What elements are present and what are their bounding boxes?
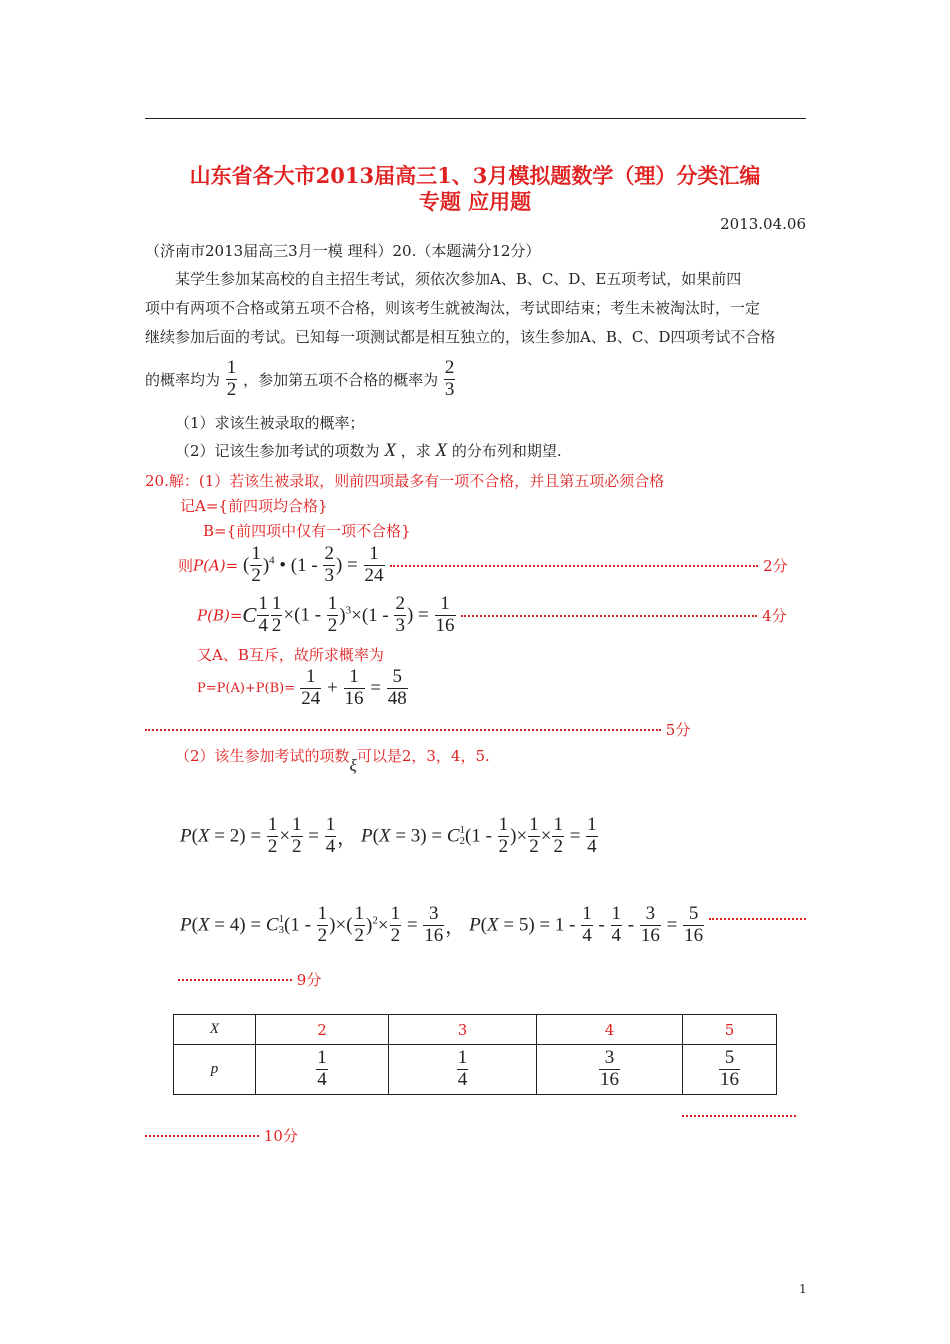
question-2: （2）记该生参加考试的项数为 X ，求 X 的分布列和期望.	[175, 440, 562, 461]
dotted-leader-10a	[682, 1105, 796, 1124]
problem-line-2: 项中有两项不合格或第五项不合格，则该考生就被淘汰，考试即结束；考生未被淘汰时，一定	[145, 299, 761, 317]
score-2: 2分	[763, 556, 788, 575]
part-2-intro: （2）该生参加考试的项数ξ可以是2，3，4，5.	[175, 747, 490, 775]
problem-source: （济南市2013届高三3月一模 理科）20.（本题满分12分）	[145, 242, 541, 260]
fraction-one-half: $\frac{1}{2}$	[226, 357, 237, 400]
document-date: 2013.04.06	[720, 215, 806, 233]
formula-x4-x5: P(X = 4) = C 1 3 (1 - $\frac{1}{2}$ )×( $\frac{1}{2}$ )$^2$× $\frac{1}{2}$ = $\frac{3}{16}$ ， P(X = 5) = 1 - $\frac{1}{4}$ - $\frac{1}{4}$ - $\frac{3}{16}$ = $\frac{5}{16}$	[180, 903, 704, 946]
exclusive-note: 又A、B互斥，故所求概率为	[197, 646, 384, 664]
score-9-line	[178, 969, 321, 990]
question-1: （1）求该生被录取的概率；	[175, 414, 365, 432]
table-cell: $\frac{3}{16}$	[537, 1045, 683, 1095]
formula-pb: P(B)=C $\frac{1}{4}$ $\frac{1}{2}$ ×(1 - $\frac{1}{2}$ )$^3$×(1 - $\frac{2}{3}$ ) = $\frac{1}{16}$ 4分	[197, 593, 787, 636]
definition-b: B={前四项中仅有一项不合格}	[203, 522, 411, 540]
score-5-line	[145, 719, 690, 740]
formula-pa: 则P(A)= ( $\frac{1}{2}$ )$^4$ • (1 - $\frac{2}{3}$ ) = $\frac{1}{24}$ 2分	[178, 543, 788, 586]
table-cell: 5	[683, 1015, 777, 1045]
page-subtitle: 专题 应用题	[418, 189, 532, 214]
score-9: 9分	[296, 971, 322, 989]
definition-a: 记A={前四项均合格}	[180, 497, 328, 515]
dotted-leader-9a	[709, 908, 806, 927]
table-cell: 3	[389, 1015, 537, 1045]
table-row	[174, 1015, 777, 1045]
fraction-two-thirds: $\frac{2}{3}$	[444, 357, 455, 400]
table-header-x: X	[174, 1015, 256, 1045]
header-rule	[145, 118, 806, 119]
page-title: 山东省各大市2013届高三1、3月模拟题数学（理）分类汇编	[189, 163, 761, 188]
table-row	[174, 1045, 777, 1095]
problem-line-3: 继续参加后面的考试。已知每一项测试都是相互独立的，该生参加A、B、C、D四项考试不合格	[145, 328, 776, 346]
solution-intro: 20.解：(1）若该生被录取，则前四项最多有一项不合格，并且第五项必须合格	[145, 472, 665, 490]
table-cell: $\frac{1}{4}$	[389, 1045, 537, 1095]
page-number: 1	[799, 1282, 807, 1296]
table-cell: $\frac{1}{4}$	[256, 1045, 389, 1095]
table-cell: $\frac{5}{16}$	[683, 1045, 777, 1095]
problem-line-1: 某学生参加某高校的自主招生考试，须依次参加A、B、C、D、E五项考试，如果前四	[175, 270, 742, 288]
problem-line-4-a: 的概率均为	[145, 370, 221, 389]
problem-line-4-b: ，参加第五项不合格的概率为	[243, 370, 439, 389]
problem-line-4	[145, 358, 456, 401]
formula-total: P=P(A)+P(B)= $\frac{1}{24}$ + $\frac{1}{16}$ = $\frac{5}{48}$	[197, 666, 407, 709]
formula-x2-x3: P(X = 2) = $\frac{1}{2}$ × $\frac{1}{2}$ = $\frac{1}{4}$ ， P(X = 3) = C 1 2 (1 - $\frac{1}{2}$ )× $\frac{1}{2}$ × $\frac{1}{2}$ = $\frac{1}{4}$	[180, 814, 597, 857]
score-5: 5分	[665, 721, 691, 739]
table-cell: 4	[537, 1015, 683, 1045]
score-10-line	[145, 1125, 298, 1146]
score-10: 10分	[263, 1127, 298, 1145]
score-4: 4分	[762, 606, 787, 625]
table-header-p: p	[174, 1045, 256, 1095]
table-cell: 2	[256, 1015, 389, 1045]
distribution-table	[173, 1014, 777, 1095]
